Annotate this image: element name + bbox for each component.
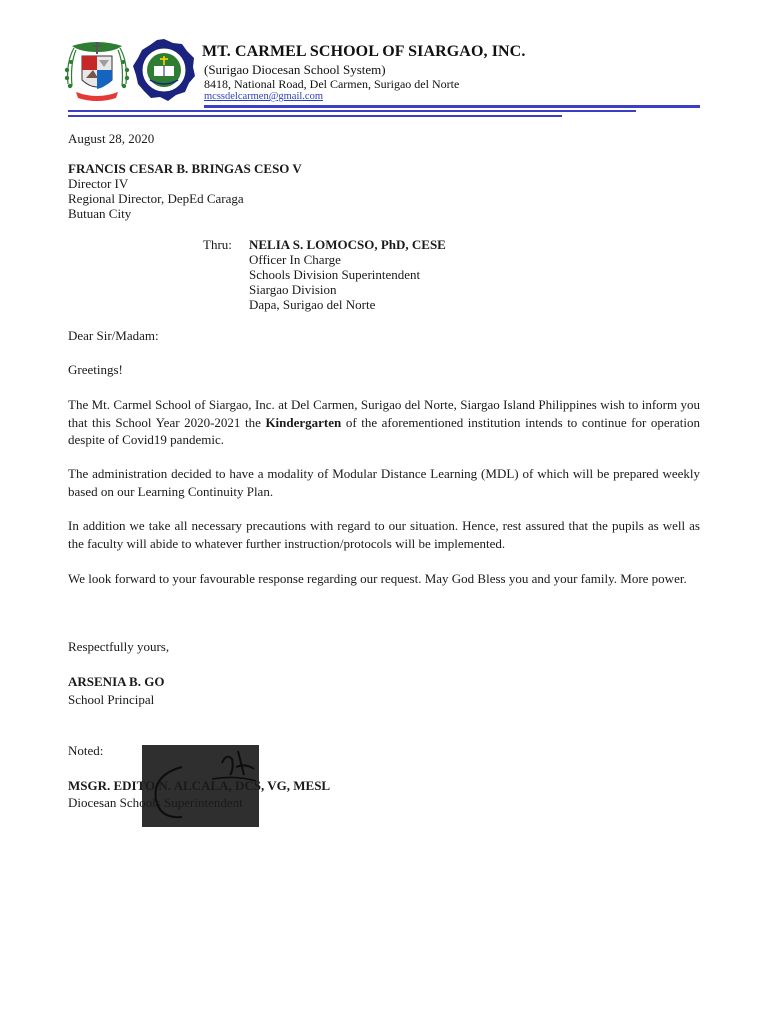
header-rule-2 (68, 110, 636, 112)
para4-text: We look forward to your favourable response regarding our request. May God Bless you and your family. More power. (68, 571, 687, 586)
coat-of-arms-logo (62, 40, 132, 102)
para3-text: In addition we take all necessary precautions with regard to our situation. Hence, rest assured that the pupils as well as the faculty will abide to whatever further instruction/protocols will be implemented. (68, 518, 700, 551)
thru-line: Dapa, Surigao del Norte (249, 297, 376, 312)
letter-date: August 28, 2020 (68, 131, 155, 146)
noted-by-name: MSGR. EDITO N. ALCALA, DCS, VG, MESL (68, 778, 331, 793)
para2-text: The administration decided to have a modality of Modular Distance Learning (MDL) of which will be prepared weekly based on our Learning Continuity Plan. (68, 466, 700, 499)
body-paragraph-1 (68, 396, 700, 449)
body-paragraph-2 (68, 465, 700, 500)
body-paragraph-3 (68, 517, 700, 552)
school-seal-logo (132, 38, 196, 102)
thru-line: Siargao Division (249, 282, 337, 297)
thru-line: Officer In Charge (249, 252, 341, 267)
thru-label: Thru: (203, 237, 232, 252)
noted-label: Noted: (68, 743, 104, 758)
kindergarten-emphasis: Kindergarten (265, 414, 342, 430)
recipient-name: FRANCIS CESAR B. BRINGAS CESO V (68, 161, 302, 176)
recipient-line: Director IV (68, 176, 129, 191)
header-rule-1 (204, 105, 700, 108)
para1-text-end: of the aforementioned institution intends to continue for operation despite of Covid19 pandemic. (68, 414, 700, 447)
greeting: Greetings! (68, 362, 123, 377)
header-rule-3 (68, 115, 562, 117)
school-address: 8418, National Road, Del Carmen, Surigao del Norte (204, 77, 460, 91)
school-system: (Surigao Diocesan School System) (204, 62, 386, 77)
para1-text: The Mt. Carmel School of Siargao, Inc. at Del Carmen, Surigao del Norte, Siargao Island Philippines wish to inform you that this School Year 2020-2021 the (68, 397, 700, 430)
recipient-line: Regional Director, DepEd Caraga (68, 191, 244, 206)
school-name: MT. CARMEL SCHOOL OF SIARGAO, INC. (202, 43, 526, 60)
body-paragraph-4 (68, 570, 700, 588)
thru-name: NELIA S. LOMOCSO, PhD, CESE (249, 237, 446, 252)
signatory-title: School Principal (68, 692, 155, 707)
school-email-link[interactable]: mcssdelcarmen@gmail.com (204, 91, 324, 102)
thru-line: Schools Division Superintendent (249, 267, 421, 282)
recipient-line: Butuan City (68, 206, 132, 221)
closing: Respectfully yours, (68, 639, 170, 654)
salutation: Dear Sir/Madam: (68, 328, 159, 343)
signatory-name: ARSENIA B. GO (68, 674, 165, 689)
noted-by-title: Diocesan Schools Superintendent (68, 795, 243, 810)
